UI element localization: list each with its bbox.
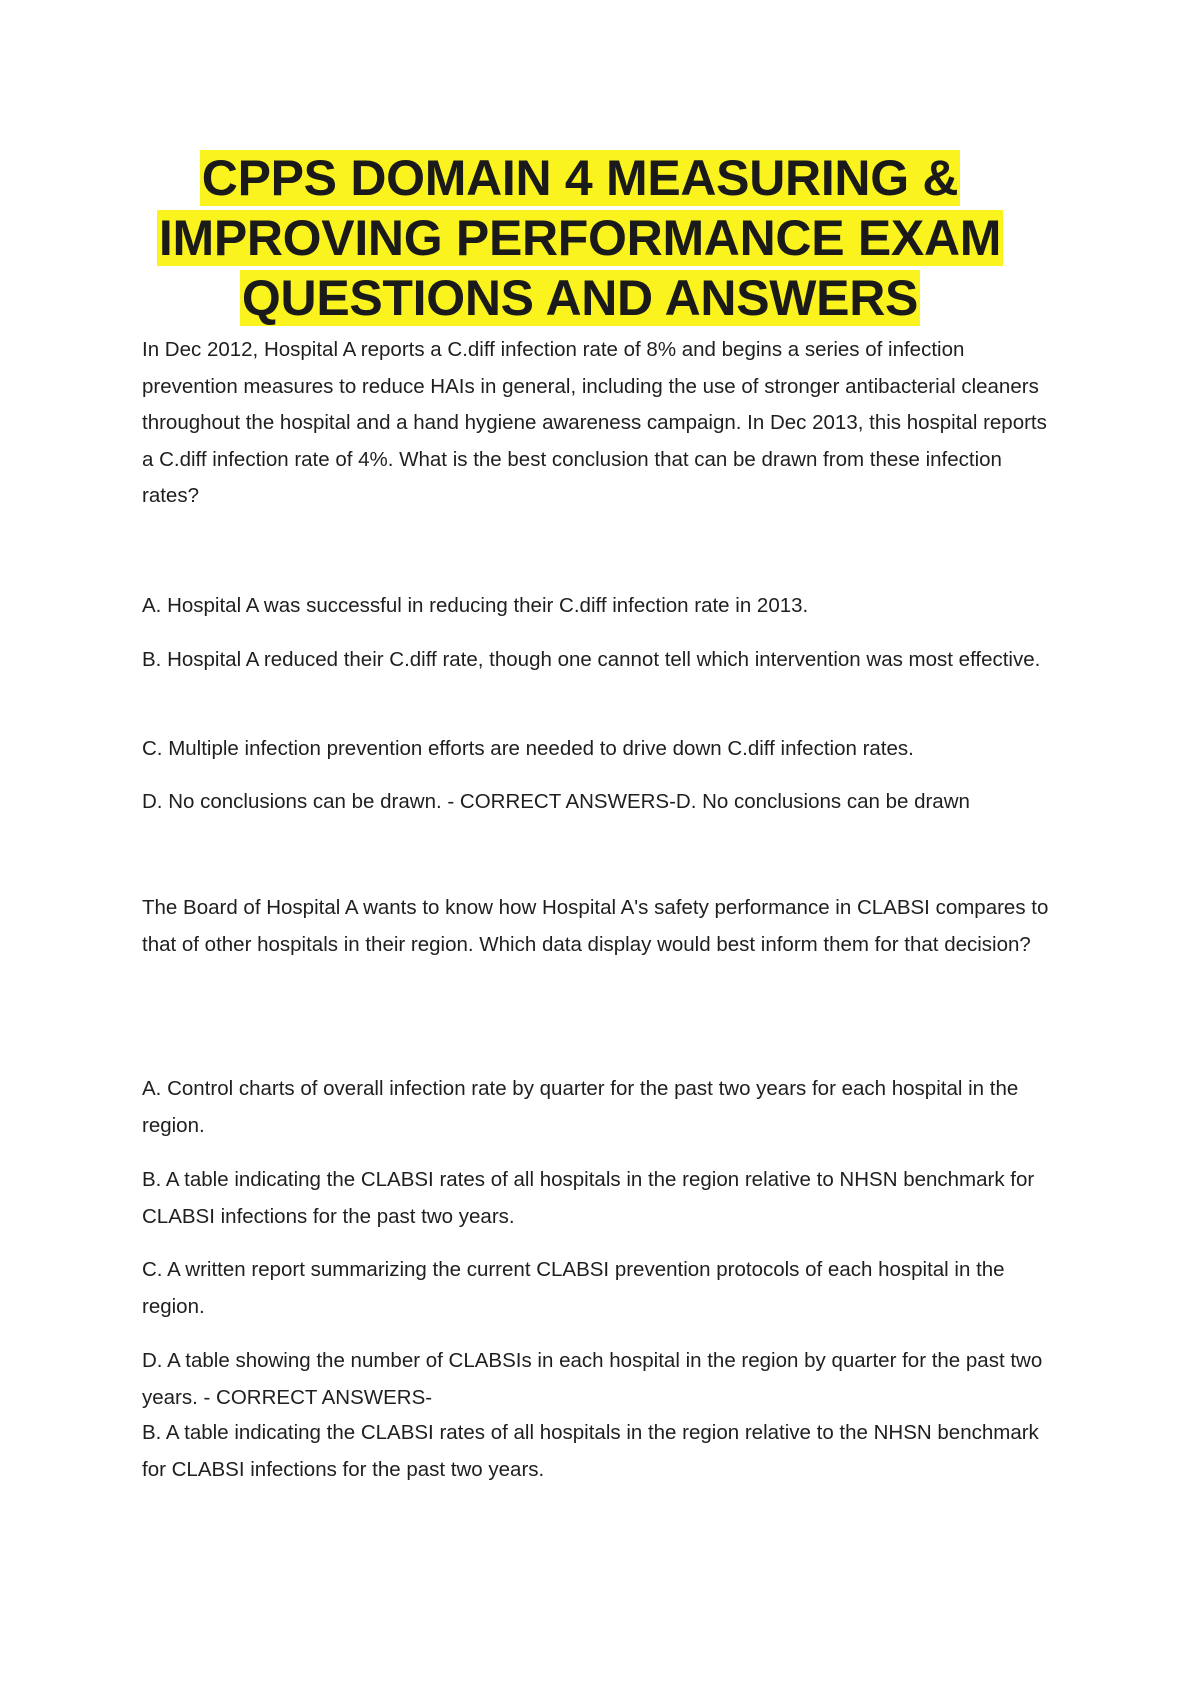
question-1-option-d-answer: D. No conclusions can be drawn. - CORRECT ANSWERS-D. No conclusions can be drawn [142,790,970,813]
title-line-1: CPPS DOMAIN 4 MEASURING & [201,150,959,206]
title-line-3: QUESTIONS AND ANSWERS [241,270,919,326]
question-1-text: In Dec 2012, Hospital A reports a C.diff infection rate of 8% and begins a series of infection prevention measures to reduce HAIs in general, including the use of stronger antibacterial cleaners throughout the hospital and a hand hygiene awareness campaign. In Dec 2013, this hospital reports a C.diff infection rate of 4%. What is the best conclusion that can be drawn from these infection rates? [142,338,1047,507]
question-1-option-c: C. Multiple infection prevention efforts are needed to drive down C.diff infection rates. [142,737,914,760]
page-title [0,148,1160,328]
title-line-2: IMPROVING PERFORMANCE EXAM [158,210,1002,266]
question-2-option-c: C. A written report summarizing the current CLABSI prevention protocols of each hospital in the region. [142,1258,1005,1318]
question-2-option-d-answer: D. A table showing the number of CLABSIs in each hospital in the region by quarter for the past two years. - CORRECT ANSWERS- [142,1349,1043,1409]
question-1-option-b: B. Hospital A reduced their C.diff rate, though one cannot tell which intervention was most effective. [142,648,1041,671]
question-2-text: The Board of Hospital A wants to know how Hospital A's safety performance in CLABSI compares to that of other hospitals in their region. Which data display would best inform them for that decision? [142,896,1049,956]
question-2-option-b: B. A table indicating the CLABSI rates of all hospitals in the region relative to NHSN benchmark for CLABSI infections for the past two years. [142,1168,1035,1228]
question-1-option-a: A. Hospital A was successful in reducing their C.diff infection rate in 2013. [142,594,809,617]
question-2-correct-answer: B. A table indicating the CLABSI rates of all hospitals in the region relative to the NHSN benchmark for CLABSI infections for the past two years. [142,1421,1039,1481]
question-2-option-a: A. Control charts of overall infection rate by quarter for the past two years for each hospital in the region. [142,1077,1019,1137]
